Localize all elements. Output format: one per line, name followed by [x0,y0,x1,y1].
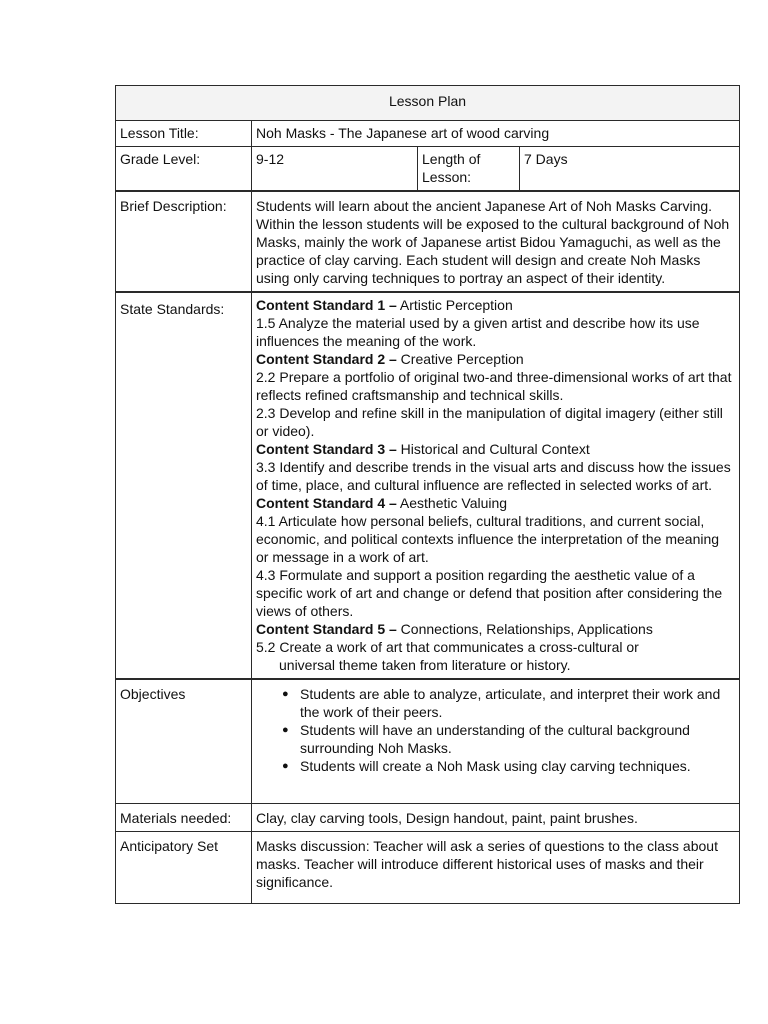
standard-item: 2.3 Develop and refine skill in the manipulation of digital imagery (either still or video). [256,405,723,439]
standard-item: 5.2 Create a work of art that communicates a cross-cultural or [256,639,639,655]
bullet-icon: ● [282,724,289,736]
standard-item: 3.3 Identify and describe trends in the visual arts and discuss how the issues of time, place, and cultural influence are reflected in selected works of art. [256,459,731,493]
lesson-plan-title: Lesson Plan [116,86,740,121]
standard-item: 4.1 Articulate how personal beliefs, cultural traditions, and current social, economic, and political contexts influence the interpretation of the meaning or message in a work of art. [256,513,720,565]
lesson-title-value: Noh Masks - The Japanese art of wood carving [252,121,740,147]
standard-heading-label: Content Standard 1 – [256,297,397,313]
standard-heading [256,620,735,638]
standard-heading-name: Connections, Relationships, Applications [396,621,653,637]
lesson-title-label: Lesson Title: [116,121,252,147]
standard-heading-label: Content Standard 3 – [256,441,397,457]
bullet-icon: ● [282,688,289,700]
bullet-icon: ● [282,760,289,772]
standard-item: universal theme taken from literature or history. [279,657,571,673]
standard-heading-name: Creative Perception [396,351,524,367]
length-value: 7 Days [520,147,740,192]
standard-heading-label: Content Standard 4 – [256,495,397,511]
brief-description-value: Students will learn about the ancient Japanese Art of Noh Masks Carving. Within the lesson students will be exposed to the cultural background of Noh Masks, mainly the work of Japanese artist Bidou Yamaguchi, as well as the practice of clay carving. Each student will design and create Noh Masks using only carving techniques to portray an aspect of their identity. [252,191,740,292]
standard-heading [256,440,735,458]
standard-heading-name: Historical and Cultural Context [396,441,590,457]
objective-text: Students will have an understanding of the cultural background surrounding Noh Masks. [300,722,690,756]
objective-text: Students are able to analyze, articulate, and interpret their work and the work of their peers. [300,686,721,720]
grade-level-label: Grade Level: [116,147,252,192]
standard-item: 2.2 Prepare a portfolio of original two-and three-dimensional works of art that reflects refined craftsmanship and technical skills. [256,369,732,403]
grade-level-value: 9-12 [252,147,418,192]
anticipatory-set-label: Anticipatory Set [116,832,252,904]
standard-heading-name: Aesthetic Valuing [396,495,508,511]
standard-heading-label: Content Standard 2 – [256,351,397,367]
anticipatory-set-value: Masks discussion: Teacher will ask a series of questions to the class about masks. Teacher will introduce different historical uses of masks and their significance. [252,832,740,904]
state-standards-content [252,292,740,679]
objectives-content [252,679,740,804]
objective-item [278,721,735,757]
standard-heading-name: Artistic Perception [396,297,513,313]
materials-value: Clay, clay carving tools, Design handout, paint, paint brushes. [252,804,740,832]
lesson-plan-table [115,85,740,904]
objectives-label: Objectives [116,679,252,804]
standard-heading-label: Content Standard 5 – [256,621,397,637]
objective-text: Students will create a Noh Mask using clay carving techniques. [300,758,691,774]
standard-item: 1.5 Analyze the material used by a given artist and describe how its use influences the meaning of the work. [256,315,700,349]
brief-description-label: Brief Description: [116,191,252,292]
standard-heading [256,350,735,368]
objectives-list [256,685,735,775]
length-label: Length of Lesson: [418,147,520,192]
standard-heading [256,494,735,512]
standard-heading [256,296,735,314]
materials-label: Materials needed: [116,804,252,832]
state-standards-label: State Standards: [116,292,252,679]
standard-item: 4.3 Formulate and support a position regarding the aesthetic value of a specific work of art and change or defend that position after considering the views of others. [256,567,723,619]
objective-item [278,757,735,775]
objective-item [278,685,735,721]
